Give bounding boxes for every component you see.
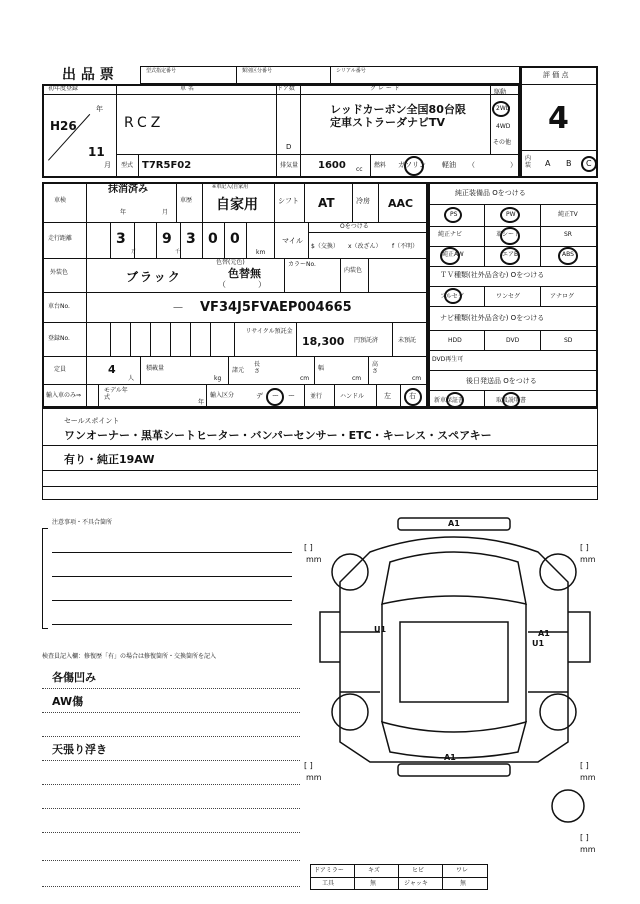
serial-label: シリアル番号 — [336, 68, 366, 74]
navi-hdd: HDD — [448, 337, 462, 344]
car-damage-diagram — [300, 512, 630, 872]
repaint-paren: （ ） — [218, 280, 266, 289]
model-value: T7R5F02 — [142, 160, 192, 171]
navi-title: ナビ種類(社外品含む) Oをつける — [440, 314, 545, 322]
handle-circle — [404, 388, 422, 406]
capacity-unit: 人 — [128, 375, 135, 382]
equip-pw-circle — [500, 207, 520, 223]
mark-right-1: A1 — [538, 629, 550, 638]
category-label: 類別区分番号 — [242, 68, 273, 74]
bracket-br: [ ] — [580, 761, 589, 770]
grade-value: レッドカーボン全国80台限定車ストラーダナビTV — [330, 103, 466, 129]
import-par: 並行 — [310, 393, 323, 400]
repaint-value: 色替無 — [228, 267, 261, 280]
bracket-bl: [ ] — [304, 761, 313, 770]
equip-tv: 純正TV — [558, 211, 578, 218]
displacement-value: 1600 — [318, 160, 346, 171]
navi-sd: SD — [564, 337, 573, 344]
equip-leather-circle — [500, 227, 520, 245]
mark-exchange: $（交換） — [311, 243, 339, 250]
interior-grade-a: A — [545, 159, 551, 168]
model-year-label: モデル年式 — [104, 387, 128, 401]
doors-label: ドア数 — [277, 85, 295, 92]
later-warranty: 新車保証書 — [434, 397, 465, 404]
mark-right-2: U1 — [532, 639, 545, 648]
handle-right: 右 — [409, 392, 416, 400]
sales-label: セールスポイント — [64, 417, 120, 425]
note-item-2: AW傷 — [52, 695, 84, 708]
equip-abs-circle — [558, 247, 578, 265]
fuel-diesel: 軽油 — [442, 161, 456, 169]
mm-spare: mm — [580, 845, 596, 854]
recycle-value: 18,300 — [302, 335, 345, 348]
color-value: ブラック — [126, 270, 182, 284]
import-dash-2: ー — [288, 392, 295, 400]
hgt-unit: cm — [412, 375, 422, 382]
len-unit: cm — [300, 375, 310, 382]
equip-airbag: エアB — [502, 251, 519, 258]
mark-label: Oをつける — [340, 223, 369, 230]
tv-title: ＴＶ種類(社外品含む) Oをつける — [440, 271, 545, 279]
bracket-tr: [ ] — [580, 543, 589, 552]
color-no-label: カラーNo. — [288, 261, 316, 268]
interior-color-label: 内装色 — [344, 267, 363, 274]
bracket-tl: [ ] — [304, 543, 313, 552]
equip-pw: PW — [506, 211, 516, 218]
mileage-digit-5: 0 — [230, 231, 240, 247]
mark-bottom: A1 — [444, 753, 456, 762]
footer-v-tools: 工具 — [322, 880, 335, 887]
mm-br: mm — [580, 773, 596, 782]
mile-label: マイル — [282, 237, 303, 245]
shaken-month-unit: 月 — [162, 209, 169, 216]
interior-grade-b: B — [566, 159, 572, 168]
fuel-other-open: （ — [468, 161, 475, 169]
mark-unknown: f（不明） — [392, 243, 419, 250]
mileage-digit-2: 9 — [162, 231, 172, 247]
fuel-label: 燃料 — [374, 162, 387, 169]
shift-value: AT — [318, 196, 335, 210]
hgt-label: 高さ — [372, 361, 379, 375]
chassis-value: VF34J5FVAEP004665 — [200, 300, 352, 315]
car-name: RCZ — [124, 115, 165, 131]
caution-label: 注意事項・不具合箇所 — [52, 519, 113, 526]
mileage-label: 走行距離 — [48, 235, 73, 242]
inspector-label: 検査員記入欄：修復歴「有」の場合は修復箇所・交換箇所を記入 — [42, 653, 217, 660]
mm-bl: mm — [306, 773, 322, 782]
fuel-other-close: ） — [510, 161, 517, 169]
footer-v-none-2: 無 — [460, 880, 467, 887]
len-label: 長さ — [254, 361, 261, 375]
car-name-label: 車 名 — [180, 85, 194, 92]
color-label: 外装色 — [50, 269, 69, 276]
equip-sr: SR — [564, 231, 572, 238]
later-manual-circle — [502, 392, 520, 408]
chassis-label: 車台No. — [48, 303, 70, 310]
footer-h-scratch: キズ — [368, 867, 380, 874]
drive-2wd: 2WD — [496, 105, 511, 112]
km-unit: km — [256, 249, 266, 256]
equip-leather: 革シート — [496, 231, 521, 238]
year-unit: 年 — [96, 105, 103, 113]
recycle-not: 未預託 — [398, 337, 417, 344]
tv-full-circle — [444, 288, 462, 304]
footer-v-none-1: 無 — [370, 880, 377, 887]
recycle-label: リサイクル預託金 — [245, 328, 293, 335]
recycle-unit: 円預託済 — [354, 337, 379, 344]
interior-circle — [581, 156, 597, 172]
later-warranty-circle — [446, 392, 464, 408]
later-manual: 取扱説明書 — [496, 397, 527, 404]
capacity-label: 定員 — [54, 366, 67, 373]
first-reg-label: 初年度登録 — [48, 85, 79, 92]
import-cat-label: 輸入区分 — [210, 392, 235, 399]
first-reg-era: H26 — [50, 119, 77, 133]
fuel-circle — [404, 156, 424, 176]
month-unit: 月 — [104, 161, 111, 169]
navi-dvd: DVD — [506, 337, 520, 344]
ac-label: 冷房 — [356, 197, 370, 205]
later-title: 後日発送品 Oをつける — [466, 377, 537, 385]
shaken-year-unit: 年 — [120, 209, 127, 216]
mm-tr: mm — [580, 555, 596, 564]
interior-grade-c: C — [586, 159, 592, 168]
drive-other: その他 — [493, 139, 512, 146]
grade-label: グ レ ー ド — [370, 85, 400, 92]
ac-value: AAC — [388, 197, 414, 210]
mark-left: U1 — [374, 625, 387, 634]
drive-circle — [492, 101, 510, 117]
mileage-digit-4: 0 — [208, 231, 218, 247]
sen-unit: 千 — [175, 249, 181, 255]
equip-abs: ABS — [562, 251, 574, 258]
tv-full: フルセグ — [440, 293, 464, 300]
equip-navi: 純正ナビ — [438, 231, 463, 238]
mark-tamper: x（改ざん） — [348, 243, 382, 250]
shaken-value: 抹消済み — [108, 184, 148, 195]
mm-tl: mm — [306, 555, 322, 564]
note-item-1: 各傷凹み — [52, 671, 96, 684]
doors-value: D — [286, 143, 292, 151]
load-label: 積載量 — [146, 365, 165, 372]
footer-v-jack: ジャッキ — [404, 880, 428, 887]
displacement-label: 排気量 — [280, 162, 299, 169]
mileage-digit-3: 3 — [186, 231, 196, 247]
tv-one: ワンセグ — [496, 293, 521, 300]
man-unit: 万 — [131, 249, 137, 255]
model-year-unit: 年 — [198, 399, 205, 406]
equip-aw-circle — [440, 247, 460, 265]
history-label: 車歴 — [180, 197, 193, 204]
displacement-unit: cc — [356, 166, 363, 173]
import-circle — [266, 388, 284, 406]
shift-label: シフト — [278, 197, 299, 205]
import-de: デ — [256, 392, 263, 400]
drive-4wd: 4WD — [496, 123, 511, 130]
equip-aw: 純正AW — [442, 251, 464, 258]
sales-line2: 有り・純正19AW — [64, 453, 155, 466]
tv-analog: アナログ — [550, 293, 575, 300]
equip-ps-circle — [444, 207, 462, 223]
import-dash: ー — [272, 392, 279, 400]
dvd-label: DVD再生可 — [432, 356, 464, 363]
reg-label: 登録No. — [48, 335, 70, 342]
mark-top: A1 — [448, 519, 460, 528]
history-value: 自家用 — [216, 197, 258, 213]
inspection-box — [42, 182, 428, 408]
history-note: ※車記入(自家用 — [212, 184, 249, 190]
capacity-value: 4 — [108, 363, 116, 376]
dims-label: 諸元 — [232, 367, 245, 374]
bracket-spare: [ ] — [580, 833, 589, 842]
score-label: 評 価 点 — [543, 71, 569, 79]
drive-label: 駆動 — [494, 89, 507, 96]
equipment-title: 純正装備品 Oをつける — [455, 189, 526, 197]
form-title: 出 品 票 — [62, 67, 114, 83]
note-item-3: 天張り浮き — [52, 743, 107, 756]
model-label: 型式 — [121, 162, 134, 169]
load-unit: kg — [214, 375, 222, 382]
shaken-label: 車検 — [54, 197, 67, 204]
mileage-digit-1: 3 — [116, 231, 126, 247]
import-label: 輸入車のみ⇒ — [46, 392, 82, 399]
footer-h-mirror: ドアミラー — [314, 867, 344, 874]
equip-ps: PS — [450, 211, 458, 218]
chassis-dash: － — [172, 301, 185, 315]
model-designation-label: 型式指定番号 — [146, 68, 177, 74]
repaint-label: 色替(元色) — [216, 259, 245, 266]
first-reg-month: 11 — [88, 145, 105, 159]
interior-label: 内装 — [525, 155, 532, 169]
wid-label: 幅 — [318, 365, 325, 372]
equip-airbag-circle — [500, 247, 520, 265]
handle-left: 左 — [384, 392, 391, 400]
wid-unit: cm — [352, 375, 362, 382]
score-value: 4 — [548, 101, 569, 136]
fuel-gas: ガソリン — [398, 161, 426, 169]
handle-label: ハンドル — [340, 393, 365, 400]
footer-h-crack: ヒビ — [412, 867, 425, 874]
sales-line1: ワンオーナー・黒革シートヒーター・バンパーセンサー・ETC・キーレス・スペアキー — [64, 429, 492, 442]
footer-h-break: ワレ — [456, 867, 469, 874]
